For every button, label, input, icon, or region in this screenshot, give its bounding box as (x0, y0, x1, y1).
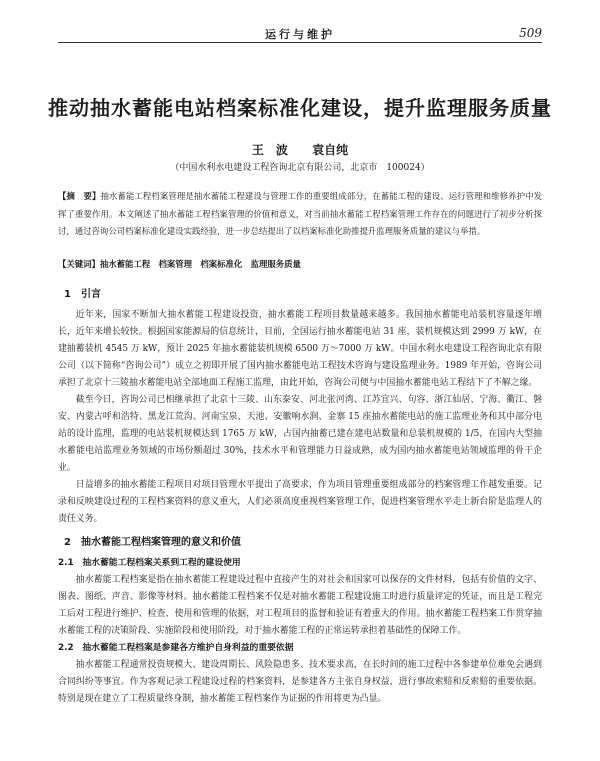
section-heading: 2 抽水蓄能工程档案管理的意义和价值 (64, 537, 241, 548)
section-heading: 1 引言 (64, 289, 101, 300)
abstract-text: 抽水蓄能工程档案管理是抽水蓄能工程建设与管理工作的重要组成部分，在蓄能工程的建设、运行管理和维修养护中发挥了重要作用。本文阐述了抽水蓄能工程档案管理的价值和意义，对当前抽水蓄能工程档案管理工作存在的问题进行了初步分析探讨，通过咨询公司档案标准化建设实践经验，进一步总结提出了以档案标准化助推提升监理服务质量的建议与举措。 (58, 191, 542, 236)
paragraph: 抽水蓄能工程通常投资规模大、建设周期长、风险隐患多、技术要求高，在长时间的施工过程中各参建单位难免会遇到合同纠纷等事宜。作为客观记录工程建设过程的档案资料，是参建各方主张自身权益，进行事故索赔和反索赔的重要依据。特别是现在建立了工程质量终身制，抽水蓄能工程档案作为证据的作用将更为凸显。 (58, 660, 542, 704)
subsection-heading: 2.1 抽水蓄能工程档案关系到工程的建设使用 (58, 558, 241, 568)
abstract (58, 188, 542, 241)
paragraph: 日益增多的抽水蓄能工程项目对项目管理水平提出了高要求，作为项目管理重要组成部分的档案管理工作越发重要。记录和反映建设过程的工程档案资料的意义重大，人们必须高度重视档案管理工作，促进档案管理水平走上新台阶是监理人的责任义务。 (58, 480, 542, 524)
subsection-heading: 2.2 抽水蓄能工程档案是参建各方维护自身利益的重要依据 (58, 643, 294, 653)
affiliation: （中国水利水电建设工程咨询北京有限公司，北京市 100024） (170, 163, 430, 173)
keywords-text: 抽水蓄能工程 档案管理 档案标准化 监理服务质量 (99, 259, 301, 269)
abstract-label: 【摘 要】 (58, 191, 101, 201)
paragraph: 截至今日，咨询公司已相继承担了北京十三陵、山东泰安、河北张河湾、江苏宜兴、句容、浙江仙居、宁海、衢江、磐安、内蒙古呼和浩特、黑龙江荒沟、河南宝泉、天池、安徽响水涧、金寨 15 座抽水蓄能电站的施工监理业务和其中部分电站的设计监理，监理的电站装机规模达到 1765 万 kW，占国内抽蓄已建在建电站数量和总装机规模的 1/5，在国内大型抽水蓄能电站监理业务领域的市场份额超过 30%，技术水平和管理能力日益成熟，成为国内抽水蓄能电站领域监理的骨干企业。 (58, 395, 542, 473)
keywords-label: 【关键词】 (58, 259, 100, 269)
paragraph: 抽水蓄能工程档案是指在抽水蓄能工程建设过程中直接产生的对社会和国家可以保存的文件材料，包括有价值的文字、图表、图纸、声音、影像等材料。抽水蓄能工程档案不仅是对抽水蓄能工程建设施工时进行质量评定的凭证，而且是工程完工后对工程进行维护、检查、使用和管理的依据，对工程项目的监督和验证有着重大的作用。抽水蓄能工程档案工作贯穿抽水蓄能工程的决策阶段、实施阶段和使用阶段，对于抽水蓄能工程的正常运转承担着基础性的保障工作。 (58, 575, 542, 636)
header-section: 运行与维护 (265, 28, 335, 41)
page-number: 509 (519, 26, 542, 40)
keywords (58, 258, 542, 270)
paragraph: 近年来，国家不断加大抽水蓄能工程建设投资，抽水蓄能工程项目数量越来越多。我国抽水蓄能电站装机容量逐年增长，近年来增长较快。根据国家能源局的信息统计，目前，全国运行抽水蓄能电站 31 座，装机规模达到 2999 万 kW，在建抽蓄装机 4545 万 kW，预计 2025 年抽水蓄能装机规模 6500 万～7000 万 kW。中国水利水电建设工程咨询北京有限公司（以下简称“咨询公司”）成立之初即开展了国内抽水蓄能电站工程技术咨询与建设监理业务。1989 年开始，咨询公司承担了北京十三陵抽水蓄能电站全部地面工程施工监理，由此开始，咨询公司便与中国抽水蓄能电站工程结下了不解之缘。 (58, 310, 542, 388)
article-body (58, 280, 542, 708)
author: 袁自纯 (312, 143, 349, 157)
running-header (58, 26, 542, 43)
authors (0, 141, 600, 158)
paper-title: 推动抽水蓄能电站档案标准化建设，提升监理服务质量 (48, 96, 552, 120)
author: 王 波 (251, 143, 288, 157)
